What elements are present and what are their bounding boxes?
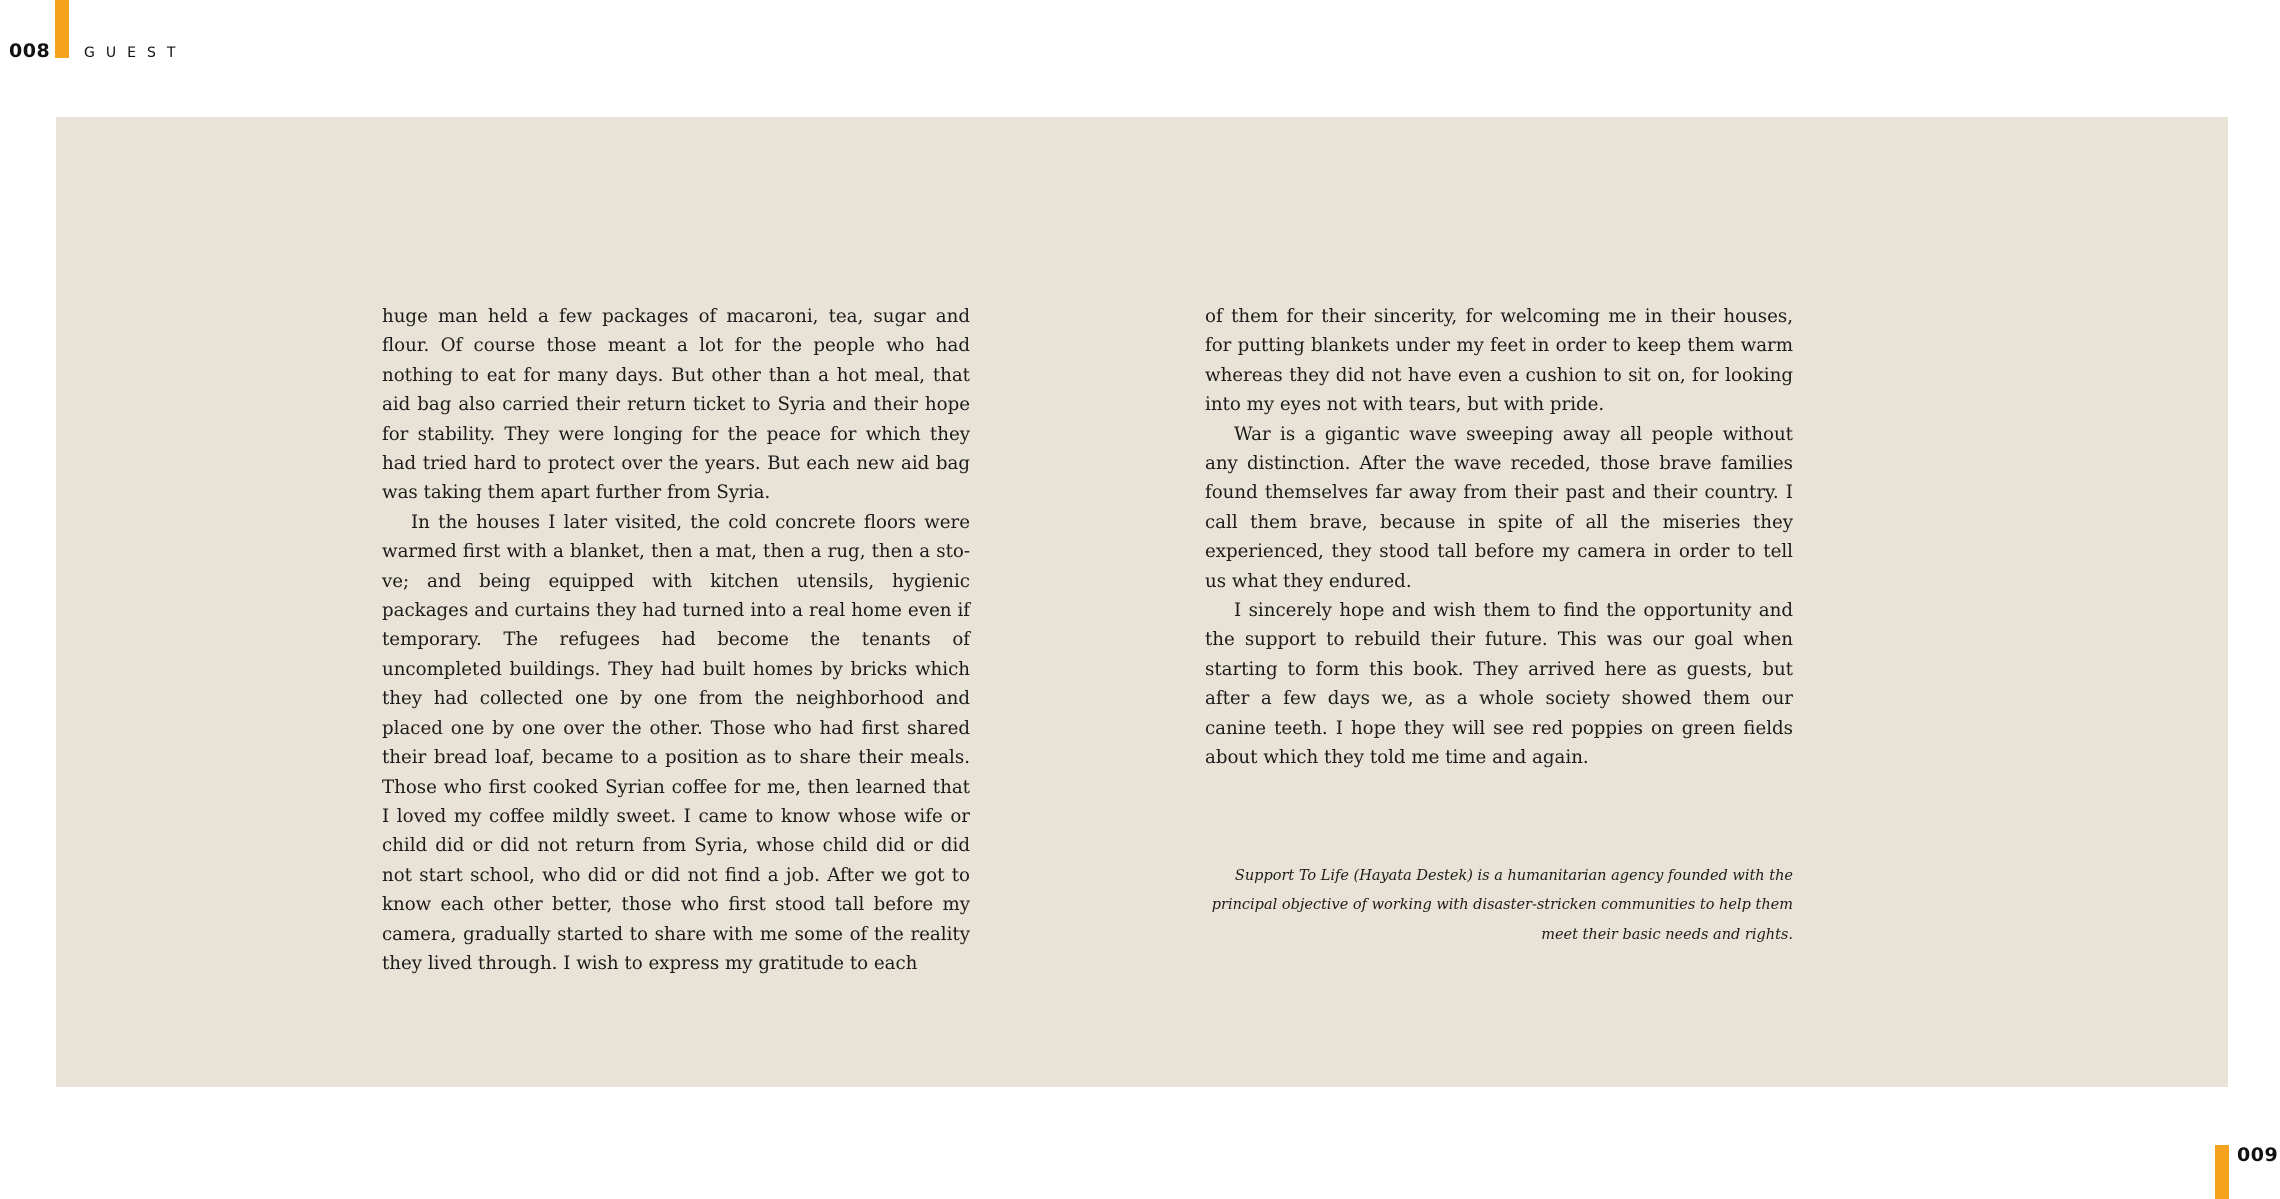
paragraph: War is a gigantic wave sweeping away all people without any distinction. After the wave receded, those brave families found themselves far away from their past and their country. I call them brave, because in spite of all the miseries they experienced, they stood tall before my camera in order to tell us what they endured. — [1205, 423, 1793, 592]
article-column-right — [1205, 302, 1793, 773]
paragraph: huge man held a few packages of macaroni, tea, sugar and flour. Of course those meant a lot for the people who had nothing to eat for many days. But other than a hot meal, that aid bag also carried their return ticket to Syria and their hope for stability. They were longing for the peace for which they had tried hard to protect over the years. But each new aid bag was taking them apart further from Syria. — [382, 306, 970, 504]
section-label: GUEST — [84, 45, 187, 61]
paragraph: In the houses I later visited, the cold concrete floors were warmed first with a blanket, then a mat, then a rug, then a stove; and being equipped with kitchen utensils, hygienic packages and curtains they had turned into a real home even if temporary. The refugees had become the tenants of uncompleted buildings. They had built homes by bricks which they had collected one by one from the neighborhood and placed one by one over the other. Those who had first shared their bread loaf, became to a position as to share their meals. Those who first cooked Syrian coffee for me, then learned that I loved my coffee mildly sweet. I came to know whose wife or child did or did not return from Syria, whose child did or did not start school, who did or did not find a job. After we got to know each other better, those who first stood tall before my camera, gradually started to share with me some of the reality they lived through. I wish to express my gratitude to each — [382, 511, 970, 974]
accent-bar-right — [2215, 1145, 2229, 1199]
footnote: Support To Life (Hayata Destek) is a humanitarian agency founded with the principal objective of working with disaster-stricken communities to help them meet their basic needs and rights. — [1211, 868, 1793, 943]
accent-bar-left — [55, 0, 69, 58]
page-number-left: 008 — [9, 40, 51, 62]
page-number-right: 009 — [2237, 1144, 2279, 1166]
paragraph: of them for their sincerity, for welcoming me in their houses, for putting blankets under my feet in order to keep them warm whereas they did not have even a cushion to sit on, for looking into my eyes not with tears, but with pride. — [1205, 306, 1793, 416]
article-column-left — [382, 302, 970, 978]
paragraph: I sincerely hope and wish them to find the opportunity and the support to rebuild their future. This was our goal when starting to form this book. They arrived here as guests, but after a few days we, as a whole society showed them our canine teeth. I hope they will see red poppies on green fields about which they told me time and again. — [1205, 600, 1793, 769]
